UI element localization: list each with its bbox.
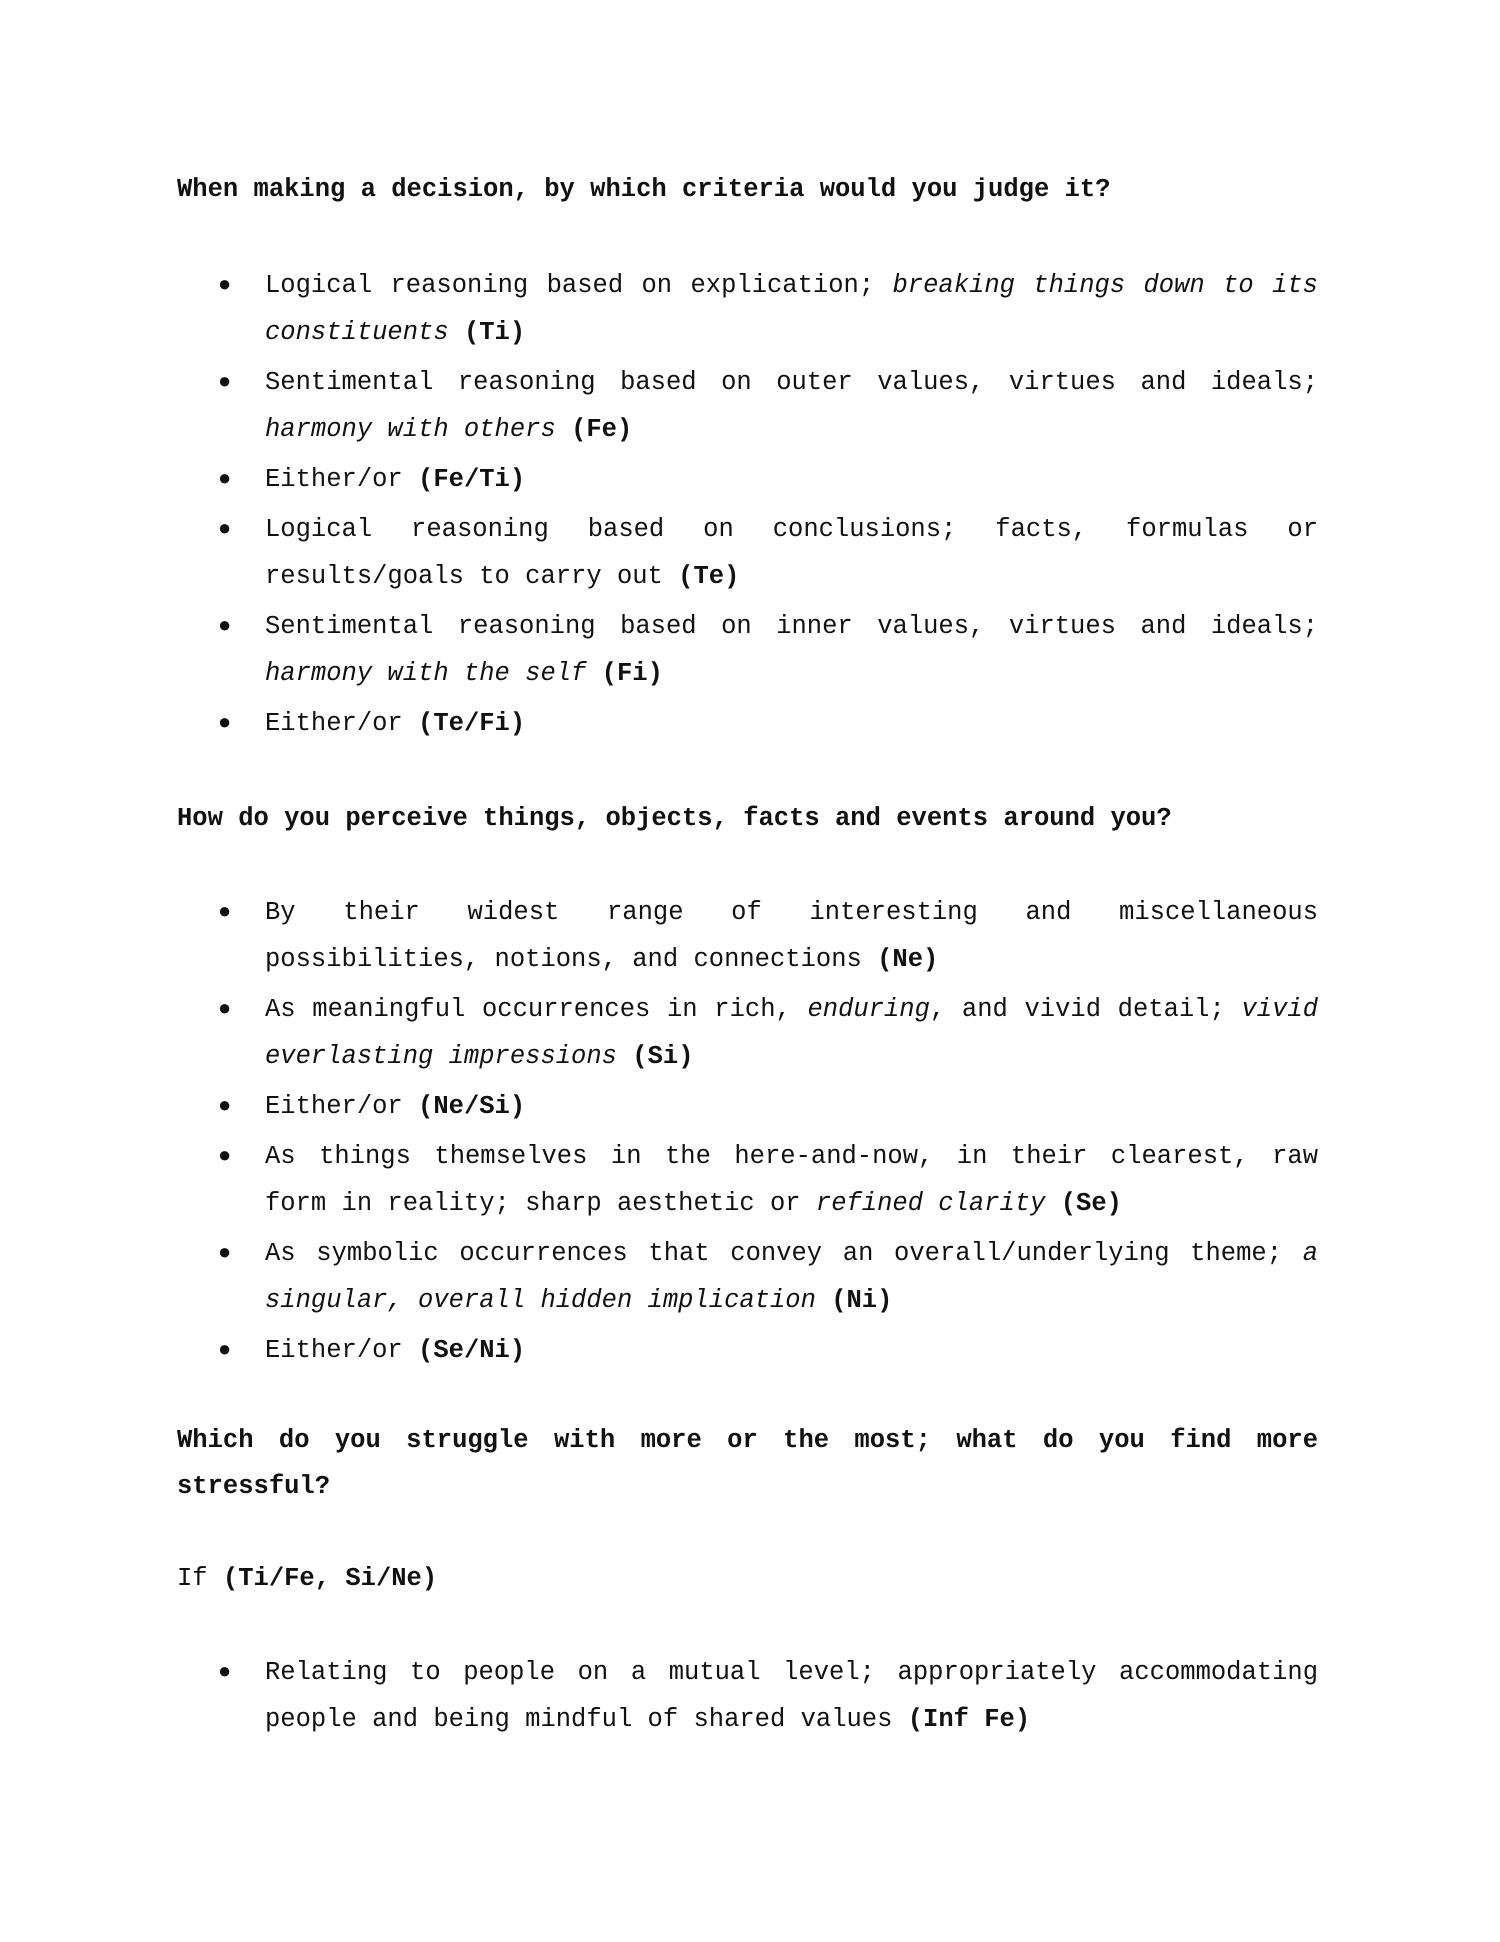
options-list-decision [0,262,1500,750]
list-item: ● Logical reasoning based on conclusions; facts, formulas or results/goals to carry out (Te) [0,506,1318,600]
question-heading-stress: Which do you struggle with more or the most; what do you find more stressful? [177,1426,1318,1501]
bullet-icon: ● [218,997,232,1022]
question-heading-perception: How do you perceive things, objects, facts and events around you? [177,804,1172,833]
list-item: ● Either/or (Te/Fi) [0,700,1318,747]
list-item: ● Relating to people on a mutual level; appropriately accommodating people and being mindful of shared values (Inf Fe) [0,1649,1318,1743]
bullet-icon: ● [218,1144,232,1169]
bullet-icon: ● [218,370,232,395]
list-item: ● By their widest range of interesting and miscellaneous possibilities, notions, and connections (Ne) [0,889,1318,983]
bullet-icon: ● [218,1660,232,1685]
list-item: ● Either/or (Ne/Si) [0,1083,1318,1130]
bullet-icon: ● [218,614,232,639]
condition-tag: (Ti/Fe, Si/Ne) [222,1564,438,1593]
bullet-icon: ● [218,273,232,298]
condition-line: If (Ti/Fe, Si/Ne) [177,1564,438,1593]
list-item: ● Either/or (Fe/Ti) [0,456,1318,503]
bullet-icon: ● [218,467,232,492]
bullet-icon: ● [218,1241,232,1266]
bullet-icon: ● [218,517,232,542]
options-list-perception [0,889,1500,1377]
list-item: ● Sentimental reasoning based on outer values, virtues and ideals; harmony with others (Fe) [0,359,1318,453]
list-item: ● As things themselves in the here-and-now, in their clearest, raw form in reality; sharp aesthetic or refined clarity (Se) [0,1133,1318,1227]
bullet-icon: ● [218,1094,232,1119]
question-heading-decision: When making a decision, by which criteria would you judge it? [177,175,1111,204]
list-item: ● Logical reasoning based on explication; breaking things down to its constituents (Ti) [0,262,1318,356]
bullet-icon: ● [218,900,232,925]
list-item: ● Sentimental reasoning based on inner values, virtues and ideals; harmony with the self (Fi) [0,603,1318,697]
list-item: ● As symbolic occurrences that convey an overall/underlying theme; a singular, overall hidden implication (Ni) [0,1230,1318,1324]
bullet-icon: ● [218,1338,232,1363]
options-list-stress [0,1649,1500,1746]
bullet-icon: ● [218,711,232,736]
list-item: ● Either/or (Se/Ni) [0,1327,1318,1374]
list-item: ● As meaningful occurrences in rich, enduring, and vivid detail; vivid everlasting impressions (Si) [0,986,1318,1080]
